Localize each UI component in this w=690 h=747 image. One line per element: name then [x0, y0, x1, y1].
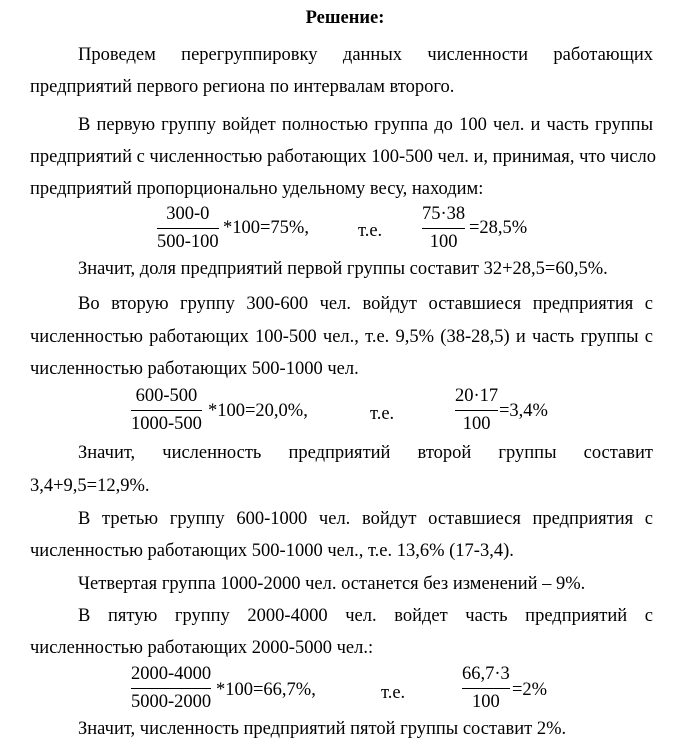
paragraph-2-line-1: В первую группу войдет полностью группа до 100 чел. и часть группы [78, 115, 653, 135]
formula-3-fraction-a [131, 663, 211, 713]
paragraph-6-line-2: численностью работающих 500-1000 чел., т.е. 13,6% (17-3,4). [30, 541, 514, 561]
formula-1-fraction-a [157, 203, 219, 253]
fraction-bar [462, 688, 510, 689]
formula-2-te: т.е. [370, 404, 395, 424]
formula-1-a-result: *100=75%, [223, 218, 309, 238]
paragraph-2-line-3: предприятий пропорционально удельному весу, находим: [30, 179, 484, 199]
formula-2-fraction-b [455, 385, 498, 435]
paragraph-1-line-2: предприятий первого региона по интервалам второго. [30, 77, 455, 97]
paragraph-4-line-1: Во вторую группу 300-600 чел. войдут оставшиеся предприятия с [78, 294, 653, 314]
formula-2-a-denominator: 1000-500 [131, 414, 202, 434]
formula-3-te: т.е. [381, 683, 406, 703]
formula-3-b-denominator: 100 [472, 692, 500, 712]
formula-1-fraction-b [422, 203, 465, 253]
formula-1-a-numerator: 300-0 [166, 204, 210, 224]
formula-2-b-result: =3,4% [499, 401, 548, 421]
paragraph-4-line-2: численностью работающих 100-500 чел., т.е. 9,5% (38-28,5) и часть группы с [30, 327, 653, 347]
paragraph-4-line-3: численностью работающих 500-1000 чел. [30, 359, 359, 379]
formula-1-b-denominator: 100 [429, 232, 458, 252]
formula-3-fraction-b [462, 663, 510, 713]
paragraph-5-line-1: Значит, численность предприятий второй группы составит [78, 443, 653, 463]
paragraph-8-line-2: численностью работающих 2000-5000 чел.: [30, 638, 374, 658]
formula-2-a-result: *100=20,0%, [208, 401, 308, 421]
formula-2-b-denominator: 100 [462, 414, 491, 434]
fraction-bar [131, 688, 211, 689]
fraction-bar [455, 410, 498, 411]
paragraph-7: Четвертая группа 1000-2000 чел. останется без изменений – 9%. [78, 574, 586, 594]
formula-2-fraction-a [131, 385, 202, 435]
formula-1-b-numerator: 75·38 [422, 204, 466, 224]
formula-1-b-result: =28,5% [469, 218, 528, 238]
fraction-bar [157, 228, 219, 229]
formula-3-a-denominator: 5000-2000 [131, 692, 212, 712]
paragraph-1-line-1: Проведем перегруппировку данных численности работающих [78, 45, 653, 65]
paragraph-9: Значит, численность предприятий пятой группы составит 2%. [78, 719, 567, 739]
paragraph-2-line-2: предприятий с численностью работающих 100-500 чел. и, принимая, что число [30, 147, 656, 167]
fraction-bar [131, 410, 202, 411]
solution-title: Решение: [305, 8, 385, 28]
formula-3-b-numerator: 66,7·3 [462, 664, 510, 684]
formula-1-te: т.е. [358, 221, 383, 241]
formula-2-a-numerator: 600-500 [135, 386, 198, 406]
paragraph-6-line-1: В третью группу 600-1000 чел. войдут оставшиеся предприятия с [78, 509, 653, 529]
paragraph-8-line-1: В пятую группу 2000-4000 чел. войдет часть предприятий с [78, 606, 653, 626]
formula-1-a-denominator: 500-100 [157, 232, 219, 252]
formula-3-b-result: =2% [512, 680, 548, 700]
formula-3-a-numerator: 2000-4000 [131, 664, 212, 684]
paragraph-3: Значит, доля предприятий первой группы составит 32+28,5=60,5%. [78, 259, 608, 279]
formula-2-b-numerator: 20·17 [455, 386, 499, 406]
fraction-bar [422, 228, 465, 229]
formula-3-a-result: *100=66,7%, [216, 680, 316, 700]
paragraph-5-line-2: 3,4+9,5=12,9%. [30, 476, 150, 496]
